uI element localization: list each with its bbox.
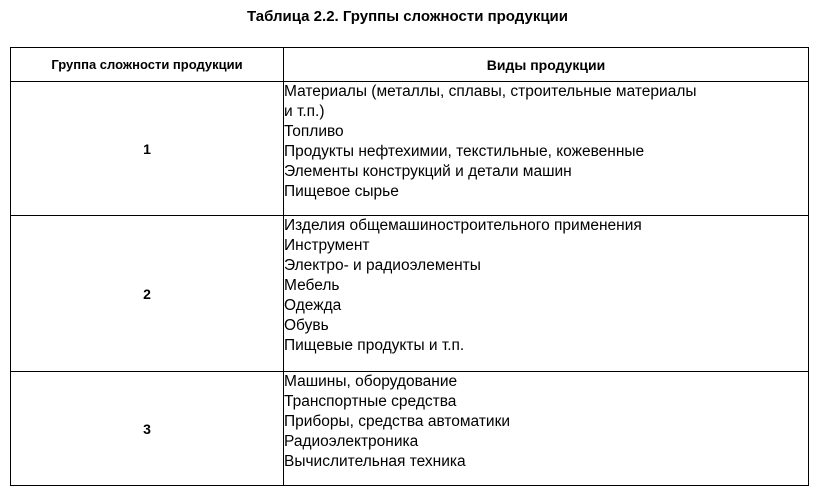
table-row — [11, 82, 809, 216]
product-kind-line: Пищевое сырье — [284, 183, 399, 200]
product-kind-line: и т.п.) — [284, 103, 325, 120]
product-kind-line: Электро- и радиоэлементы — [284, 257, 481, 274]
product-kind-line: Радиоэлектроника — [284, 433, 419, 450]
product-kind-line: Машины, оборудование — [284, 373, 458, 390]
product-kinds-cell — [284, 372, 809, 486]
product-kind-line: Топливо — [284, 123, 344, 140]
group-number-cell: 2 — [11, 216, 284, 372]
product-kinds-cell — [284, 216, 809, 372]
product-kinds-cell — [284, 82, 809, 216]
header-row — [11, 48, 809, 82]
column-header-kinds: Виды продукции — [284, 48, 809, 82]
product-kind-line: Инструмент — [284, 237, 370, 254]
group-number-cell: 1 — [11, 82, 284, 216]
product-kind-line: Приборы, средства автоматики — [284, 413, 511, 430]
product-kind-line: Одежда — [284, 297, 342, 314]
product-kind-line: Изделия общемашиностроительного применения — [284, 217, 642, 234]
table-row — [11, 372, 809, 486]
table-title: Таблица 2.2. Группы сложности продукции — [247, 8, 568, 25]
product-kind-line: Транспортные средства — [284, 393, 457, 410]
complexity-groups-table — [10, 47, 809, 486]
table-row — [11, 216, 809, 372]
column-header-group: Группа сложности продукции — [11, 48, 284, 82]
product-kind-line: Элементы конструкций и детали машин — [284, 163, 572, 180]
product-kind-line: Мебель — [284, 277, 340, 294]
product-kind-line: Продукты нефтехимии, текстильные, кожевенные — [284, 143, 645, 160]
product-kind-line: Пищевые продукты и т.п. — [284, 337, 465, 354]
product-kind-line: Материалы (металлы, сплавы, строительные материалы — [284, 83, 697, 100]
product-kind-line: Вычислительная техника — [284, 453, 466, 470]
product-kind-line: Обувь — [284, 317, 329, 334]
group-number-cell: 3 — [11, 372, 284, 486]
